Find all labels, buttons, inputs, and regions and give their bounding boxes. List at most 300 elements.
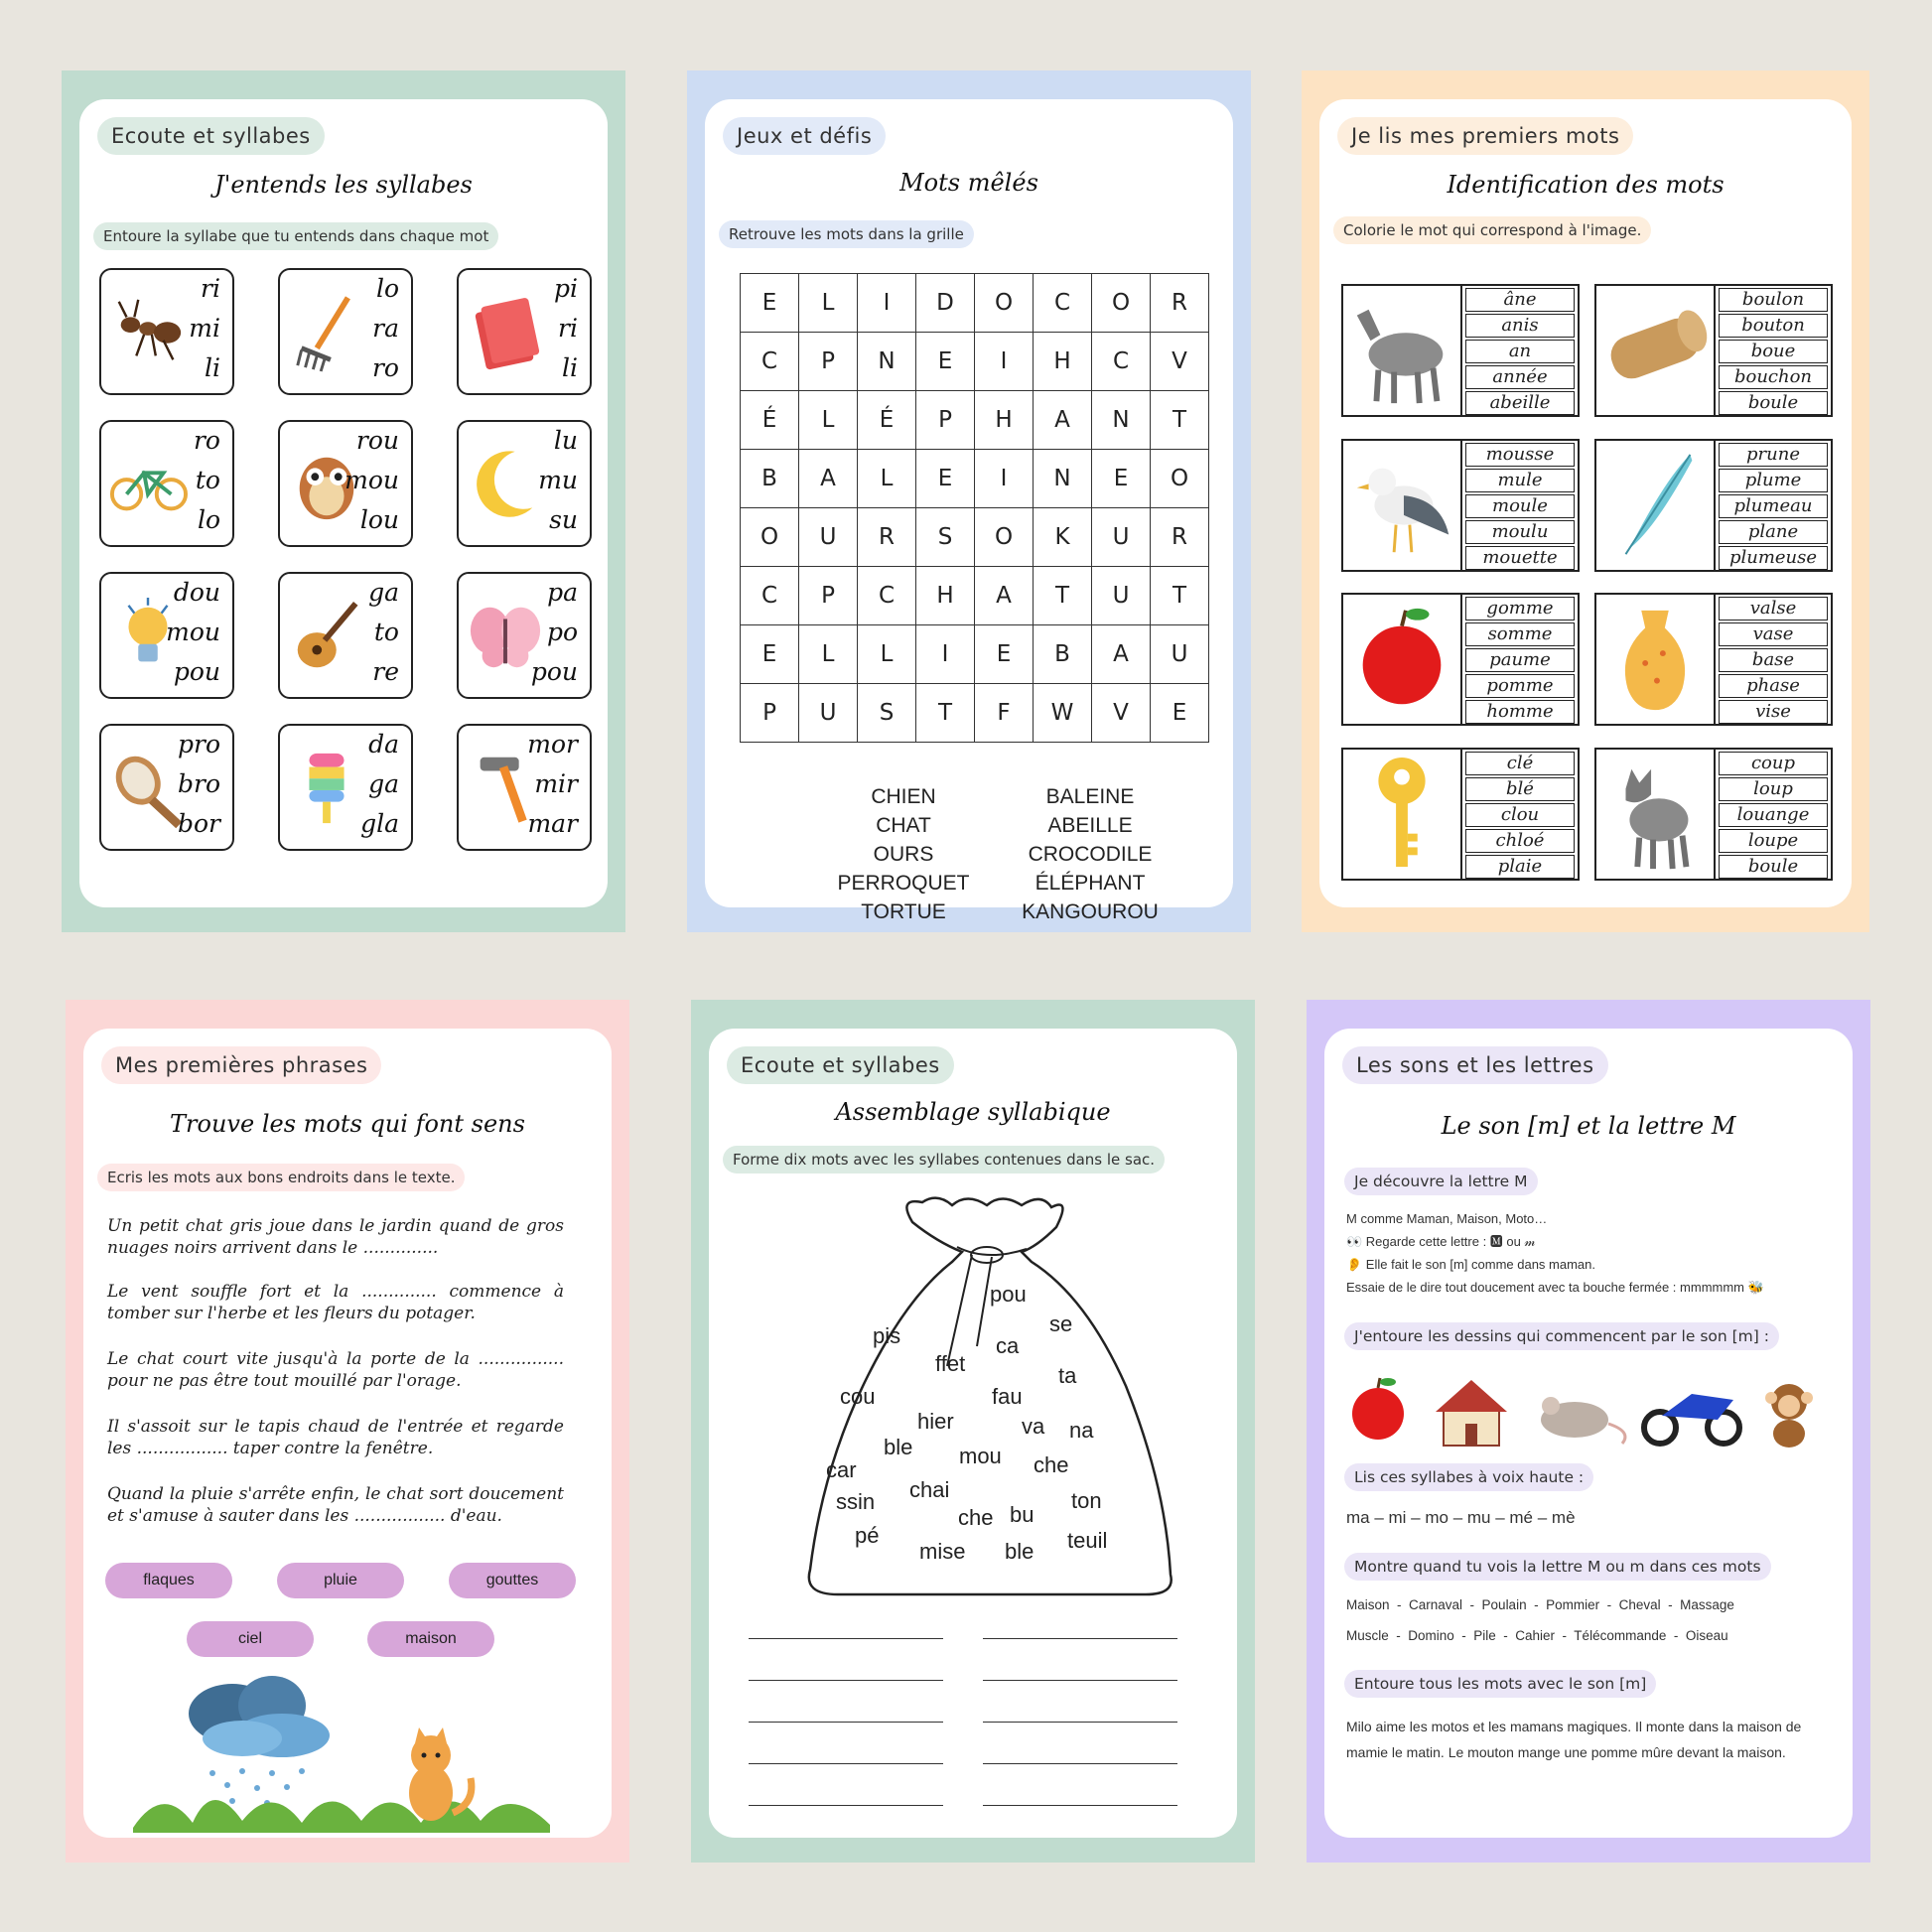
house-icon <box>1436 1380 1507 1446</box>
bag-syllable: mou <box>959 1444 1002 1468</box>
syllable-option[interactable]: rou <box>355 426 399 455</box>
syllable-option[interactable]: ri <box>201 274 220 303</box>
apple-icon <box>1343 595 1460 724</box>
answer-line[interactable] <box>983 1722 1177 1723</box>
card-body <box>1324 1029 1853 1838</box>
syllable-option[interactable]: su <box>549 505 578 534</box>
bag-syllable: bu <box>1010 1502 1035 1527</box>
bag-syllable: pé <box>855 1523 880 1548</box>
syllable-option[interactable]: pro <box>177 730 220 759</box>
syllable-card <box>457 572 592 699</box>
word-options <box>1716 441 1831 570</box>
sentence-3: Le chat court vite jusqu'à la porte de la ................ pour ne pas être tout mouillé par l'orage. <box>107 1349 564 1391</box>
mouse-icon <box>1541 1397 1625 1444</box>
syllable-option[interactable]: li <box>562 353 578 382</box>
word-option[interactable]: boulon <box>1719 288 1828 312</box>
grid-letter[interactable]: O <box>975 508 1034 567</box>
syllable-option[interactable]: mou <box>345 466 399 494</box>
rain-cat-illustration <box>133 1664 550 1833</box>
popsicle-icon <box>288 748 365 829</box>
word-option[interactable]: plumeau <box>1719 494 1828 518</box>
answer-line[interactable] <box>983 1680 1177 1681</box>
word-option[interactable]: pomme <box>1465 674 1575 698</box>
grid-letter[interactable]: H <box>1034 333 1092 391</box>
grid-letter[interactable]: C <box>858 567 916 625</box>
grid-letter[interactable]: E <box>1151 684 1209 743</box>
instruction: Forme dix mots avec les syllabes contenues dans le sac. <box>723 1146 1165 1173</box>
instruction: Colorie le mot qui correspond à l'image. <box>1333 216 1651 244</box>
word-pill-gouttes[interactable]: gouttes <box>449 1563 576 1598</box>
word-option[interactable]: plane <box>1719 520 1828 544</box>
grid-letter[interactable]: F <box>975 684 1034 743</box>
picture-cell <box>1343 286 1462 415</box>
moon-icon <box>467 444 544 525</box>
grid-letter[interactable]: P <box>799 333 858 391</box>
grid-letter[interactable]: T <box>1034 567 1092 625</box>
word-option[interactable]: bouton <box>1719 314 1828 338</box>
grid-letter[interactable]: R <box>1151 274 1209 333</box>
syllable-option[interactable]: pi <box>554 274 578 303</box>
word-option[interactable]: mousse <box>1465 443 1575 467</box>
syllable-card <box>278 268 413 395</box>
word-option[interactable]: plume <box>1719 469 1828 492</box>
grid-letter[interactable]: E <box>916 450 975 508</box>
word-option[interactable]: louange <box>1719 803 1828 827</box>
syllable-card <box>99 420 234 547</box>
syllable-card <box>99 724 234 851</box>
image-word-card <box>1341 748 1580 881</box>
motorbike-icon <box>1644 1394 1739 1444</box>
page-title: Mots mêlés <box>899 169 1038 197</box>
syllable-option[interactable]: ga <box>368 769 399 798</box>
bag-syllable: pou <box>990 1282 1027 1307</box>
syllable-option[interactable]: lou <box>359 505 399 534</box>
syllable-option[interactable]: ro <box>371 353 399 382</box>
bag-syllable: ca <box>996 1333 1020 1358</box>
grid-letter[interactable]: T <box>1151 391 1209 450</box>
syllable-card <box>99 572 234 699</box>
answer-line[interactable] <box>749 1763 943 1764</box>
word-options <box>1462 595 1578 724</box>
word-option[interactable]: coup <box>1719 752 1828 775</box>
bag-syllable: ton <box>1071 1488 1102 1513</box>
word-options <box>1462 750 1578 879</box>
search-word: OURS <box>873 843 934 866</box>
search-word: TORTUE <box>861 900 946 923</box>
category-tag: Jeux et défis <box>723 117 886 155</box>
image-word-card <box>1594 439 1833 572</box>
grid-letter[interactable]: O <box>975 274 1034 333</box>
syllable-card <box>278 420 413 547</box>
grid-letter[interactable]: L <box>799 391 858 450</box>
grid-letter[interactable]: T <box>916 684 975 743</box>
grid-letter[interactable]: U <box>1151 625 1209 684</box>
section-tag-discover: Je découvre la lettre M <box>1344 1168 1538 1195</box>
grid-letter[interactable]: H <box>916 567 975 625</box>
cat-icon <box>409 1727 472 1821</box>
grid-letter[interactable]: L <box>799 625 858 684</box>
bag-syllable: na <box>1069 1418 1094 1443</box>
search-word: CROCODILE <box>1028 843 1153 866</box>
worksheet-letter-m <box>1307 1000 1870 1863</box>
grid-letter[interactable]: U <box>799 684 858 743</box>
grid-letter[interactable]: N <box>1092 391 1151 450</box>
cloud-icon <box>189 1676 330 1757</box>
card-body <box>1319 99 1852 907</box>
cork-icon <box>1596 286 1714 415</box>
syllable-option[interactable]: ri <box>558 314 578 343</box>
word-options <box>1716 286 1831 415</box>
wolf-icon <box>1596 750 1714 879</box>
grid-letter[interactable]: N <box>1034 450 1092 508</box>
grid-letter[interactable]: C <box>741 333 799 391</box>
seagull-icon <box>1343 441 1460 570</box>
answer-line[interactable] <box>749 1805 943 1806</box>
syllable-card <box>278 724 413 851</box>
sentence-4: Il s'assoit sur le tapis chaud de l'entrée et regarde les ................. taper contre la fenêtre. <box>107 1417 564 1458</box>
intro-line-3: 👂 Elle fait le son [m] comme dans maman. <box>1346 1257 1595 1272</box>
bag-syllable: pis <box>873 1323 901 1348</box>
grid-letter[interactable]: N <box>858 333 916 391</box>
word-option[interactable]: loupe <box>1719 829 1828 853</box>
bag-syllable: fau <box>992 1384 1023 1409</box>
syllable-card <box>457 724 592 851</box>
syllable-option[interactable]: to <box>373 618 399 646</box>
word-option[interactable]: mouette <box>1465 546 1575 570</box>
search-word: CHIEN <box>871 785 936 808</box>
picture-cell <box>1343 750 1462 879</box>
word-options <box>1462 441 1578 570</box>
word-list-left <box>794 782 1013 926</box>
grid-letter[interactable]: C <box>1092 333 1151 391</box>
word-option[interactable]: somme <box>1465 622 1575 646</box>
grid-letter[interactable]: A <box>1034 391 1092 450</box>
instruction: Retrouve les mots dans la grille <box>719 220 974 248</box>
syllable-option[interactable]: lo <box>197 505 220 534</box>
word-option[interactable]: phase <box>1719 674 1828 698</box>
syllable-option[interactable]: mi <box>189 314 220 343</box>
grid-letter[interactable]: L <box>858 450 916 508</box>
grid-letter[interactable]: D <box>916 274 975 333</box>
answer-line[interactable] <box>749 1680 943 1681</box>
syllable-option[interactable]: lo <box>375 274 399 303</box>
worksheet-word-identification <box>1302 70 1869 932</box>
search-word: KANGOUROU <box>1022 900 1159 923</box>
donkey-icon <box>1343 286 1460 415</box>
image-word-card <box>1594 593 1833 726</box>
grid-letter[interactable]: S <box>916 508 975 567</box>
grid-letter[interactable]: É <box>858 391 916 450</box>
syllable-option[interactable]: mu <box>538 466 578 494</box>
answer-line[interactable] <box>749 1722 943 1723</box>
category-tag: Ecoute et syllabes <box>97 117 325 155</box>
m-drawings-row <box>1344 1372 1841 1451</box>
syllable-option[interactable]: lu <box>553 426 578 455</box>
word-option[interactable]: vase <box>1719 622 1828 646</box>
search-word: CHAT <box>876 814 931 837</box>
grid-letter[interactable]: I <box>858 274 916 333</box>
reading-text: Milo aime les motos et les mamans magiques. Il monte dans la maison de mamie le matin. Le mouton mange une pomme mûre devant la maison. <box>1346 1719 1802 1760</box>
syllable-option[interactable]: mar <box>527 809 578 838</box>
grid-letter[interactable]: C <box>741 567 799 625</box>
syllable-option[interactable]: re <box>372 657 399 686</box>
bag-syllable: che <box>958 1505 994 1530</box>
grid-letter[interactable]: O <box>1151 450 1209 508</box>
page-title: Assemblage syllabique <box>835 1098 1111 1126</box>
word-option[interactable]: blé <box>1465 777 1575 801</box>
word-option[interactable]: anis <box>1465 314 1575 338</box>
bag-syllable: hier <box>917 1409 954 1434</box>
word-options <box>1462 286 1578 415</box>
grid-letter[interactable]: R <box>1151 508 1209 567</box>
grid-letter[interactable]: B <box>1034 625 1092 684</box>
monkey-icon <box>1765 1384 1813 1448</box>
syllable-option[interactable]: mou <box>166 618 220 646</box>
picture-cell <box>1596 750 1716 879</box>
sentence-5: Quand la pluie s'arrête enfin, le chat sort doucement et s'amuse à sauter dans les ................. d'eau. <box>107 1484 564 1526</box>
intro-line-2: 👀 Regarde cette lettre : 🅼 ou 𝓂 <box>1346 1234 1536 1249</box>
word-option[interactable]: boule <box>1719 391 1828 415</box>
grid-letter[interactable]: E <box>1092 450 1151 508</box>
answer-line[interactable] <box>983 1638 1177 1639</box>
image-word-card <box>1341 439 1580 572</box>
word-option[interactable]: paume <box>1465 648 1575 672</box>
answer-line[interactable] <box>749 1638 943 1639</box>
search-word: ABEILLE <box>1047 814 1133 837</box>
syllable-option[interactable]: dou <box>173 578 220 607</box>
grid-letter[interactable]: U <box>1092 508 1151 567</box>
grid-letter[interactable]: W <box>1034 684 1092 743</box>
syllable-option[interactable]: da <box>368 730 399 759</box>
word-list-right <box>981 782 1199 926</box>
grid-letter[interactable]: V <box>1092 684 1151 743</box>
grid-letter[interactable]: P <box>916 391 975 450</box>
word-option[interactable]: clou <box>1465 803 1575 827</box>
rake-icon <box>288 292 365 373</box>
grid-letter[interactable]: P <box>799 567 858 625</box>
word-option[interactable]: plumeuse <box>1719 546 1828 570</box>
word-option[interactable]: clé <box>1465 752 1575 775</box>
syllable-option[interactable]: pa <box>547 578 578 607</box>
grid-letter[interactable]: R <box>858 508 916 567</box>
syllable-option[interactable]: to <box>195 466 220 494</box>
syllable-option[interactable]: bor <box>177 809 220 838</box>
instruction: Entoure la syllabe que tu entends dans chaque mot <box>93 222 498 250</box>
card-body <box>83 1029 612 1838</box>
picture-cell <box>1596 441 1716 570</box>
grid-letter[interactable]: U <box>1092 567 1151 625</box>
page-title: Identification des mots <box>1447 171 1725 199</box>
grid-letter[interactable]: E <box>741 274 799 333</box>
category-tag: Mes premières phrases <box>101 1046 381 1084</box>
grid-letter[interactable]: V <box>1151 333 1209 391</box>
grid-letter[interactable]: T <box>1151 567 1209 625</box>
word-option[interactable]: valse <box>1719 597 1828 621</box>
word-option[interactable]: abeille <box>1465 391 1575 415</box>
worksheet-syllables <box>62 70 625 932</box>
syllable-option[interactable]: ro <box>193 426 220 455</box>
bag-syllable: mise <box>919 1539 966 1564</box>
word-options <box>1716 750 1831 879</box>
card-body <box>705 99 1233 923</box>
vase-icon <box>1596 595 1714 724</box>
word-option[interactable]: année <box>1465 365 1575 389</box>
worksheet-syllable-bag <box>691 1000 1255 1863</box>
syllable-option[interactable]: bro <box>177 769 220 798</box>
raindrops-icon <box>209 1768 305 1806</box>
grid-letter[interactable]: E <box>916 333 975 391</box>
grid-letter[interactable]: E <box>975 625 1034 684</box>
category-tag: Ecoute et syllabes <box>727 1046 954 1084</box>
syllable-option[interactable]: mor <box>527 730 578 759</box>
sentence-2: Le vent souffle fort et la .............. commence à tomber sur l'herbe et les fleurs du potager. <box>107 1282 564 1323</box>
word-option[interactable]: plaie <box>1465 855 1575 879</box>
word-option[interactable]: an <box>1465 340 1575 363</box>
book-icon <box>467 292 544 373</box>
grid-letter[interactable]: O <box>741 508 799 567</box>
word-pill-ciel[interactable]: ciel <box>187 1621 314 1657</box>
grid-letter[interactable]: S <box>858 684 916 743</box>
image-word-card <box>1341 593 1580 726</box>
grid-letter[interactable]: A <box>975 567 1034 625</box>
word-option[interactable]: vise <box>1719 700 1828 724</box>
word-option[interactable]: mule <box>1465 469 1575 492</box>
bag-syllable: che <box>1034 1452 1069 1477</box>
bag-syllable: ffet <box>935 1351 966 1376</box>
grid-letter[interactable]: I <box>975 450 1034 508</box>
bag-syllable: ssin <box>836 1489 876 1514</box>
bag-syllable: se <box>1049 1311 1073 1336</box>
grid-letter[interactable]: I <box>975 333 1034 391</box>
image-word-card <box>1594 284 1833 417</box>
page-title: J'entends les syllabes <box>214 171 473 199</box>
category-tag: Les sons et les lettres <box>1342 1046 1608 1084</box>
category-tag: Je lis mes premiers mots <box>1337 117 1633 155</box>
word-option[interactable]: moulu <box>1465 520 1575 544</box>
intro-line-4: Essaie de le dire tout doucement avec ta bouche fermée : mmmmmm 🐝 <box>1346 1280 1764 1295</box>
search-word: ÉLÉPHANT <box>1035 872 1146 895</box>
picture-cell <box>1343 441 1462 570</box>
syllable-option[interactable]: ra <box>372 314 399 343</box>
apple-icon <box>1352 1378 1404 1440</box>
word-option[interactable]: chloé <box>1465 829 1575 853</box>
picture-cell <box>1596 286 1716 415</box>
words-line-1: Maison - Carnaval - Poulain - Pommier - Cheval - Massage <box>1346 1597 1734 1612</box>
bicycle-icon <box>109 444 187 525</box>
grid-letter[interactable]: U <box>799 508 858 567</box>
letter-grid <box>740 273 1209 743</box>
word-option[interactable]: moule <box>1465 494 1575 518</box>
image-word-card <box>1341 284 1580 417</box>
syllable-option[interactable]: gla <box>360 809 399 838</box>
grid-letter[interactable]: É <box>741 391 799 450</box>
bag-syllable: va <box>1022 1414 1045 1439</box>
syllable-card <box>99 268 234 395</box>
bag-syllable: teuil <box>1067 1528 1108 1553</box>
card-body <box>79 99 608 907</box>
word-pill-maison[interactable]: maison <box>367 1621 494 1657</box>
grass-icon <box>133 1800 550 1833</box>
page-title: Trouve les mots qui font sens <box>170 1110 525 1138</box>
card-body <box>709 1029 1237 1838</box>
grid-letter[interactable]: O <box>1092 274 1151 333</box>
key-icon <box>1343 750 1460 879</box>
worksheet-word-search <box>687 70 1251 932</box>
grid-letter[interactable]: E <box>741 625 799 684</box>
syllable-option[interactable]: po <box>546 618 578 646</box>
syllable-option[interactable]: li <box>205 353 220 382</box>
grid-letter[interactable]: A <box>799 450 858 508</box>
syllable-card <box>457 268 592 395</box>
search-word: BALEINE <box>1045 785 1135 808</box>
word-option[interactable]: boue <box>1719 340 1828 363</box>
grid-letter[interactable]: K <box>1034 508 1092 567</box>
word-pill-pluie[interactable]: pluie <box>277 1563 404 1598</box>
syllable-card <box>457 420 592 547</box>
syllables-line: ma – mi – mo – mu – mé – mè <box>1346 1508 1576 1527</box>
search-word: PERROQUET <box>837 872 970 895</box>
bag-syllable: car <box>826 1457 857 1482</box>
word-option[interactable]: âne <box>1465 288 1575 312</box>
picture-cell <box>1343 595 1462 724</box>
worksheet-sentences <box>66 1000 629 1863</box>
answer-line[interactable] <box>983 1805 1177 1806</box>
syllable-option[interactable]: pou <box>173 657 220 686</box>
grid-letter[interactable]: H <box>975 391 1034 450</box>
answer-line[interactable] <box>983 1763 1177 1764</box>
grid-letter[interactable]: A <box>1092 625 1151 684</box>
word-option[interactable]: loup <box>1719 777 1828 801</box>
bag-syllable: ta <box>1058 1363 1077 1388</box>
grid-letter[interactable]: C <box>1034 274 1092 333</box>
words-line-2: Muscle - Domino - Pile - Cahier - Télécommande - Oiseau <box>1346 1628 1728 1643</box>
picture-cell <box>1596 595 1716 724</box>
syllable-option[interactable]: pou <box>530 657 578 686</box>
grid-letter[interactable]: L <box>858 625 916 684</box>
page-title: Le son [m] et la lettre M <box>1441 1112 1736 1140</box>
bag-syllable: cou <box>840 1384 876 1409</box>
word-option[interactable]: base <box>1719 648 1828 672</box>
word-option[interactable]: bouchon <box>1719 365 1828 389</box>
feather-icon <box>1596 441 1714 570</box>
syllable-option[interactable]: mir <box>534 769 578 798</box>
word-option[interactable]: prune <box>1719 443 1828 467</box>
bag-syllable: chai <box>909 1477 950 1502</box>
sentence-1: Un petit chat gris joue dans le jardin quand de gros nuages noirs arrivent dans le .............. <box>107 1216 564 1258</box>
syllable-card <box>278 572 413 699</box>
word-pill-flaques[interactable]: flaques <box>105 1563 232 1598</box>
grid-letter[interactable]: P <box>741 684 799 743</box>
instruction: Ecris les mots aux bons endroits dans le texte. <box>97 1164 465 1191</box>
bag-syllable: ble <box>884 1435 913 1459</box>
word-option[interactable]: homme <box>1465 700 1575 724</box>
word-option[interactable]: gomme <box>1465 597 1575 621</box>
grid-letter[interactable]: B <box>741 450 799 508</box>
brush-icon <box>109 748 187 829</box>
image-word-card <box>1594 748 1833 881</box>
ant-icon <box>109 292 187 373</box>
grid-letter[interactable]: L <box>799 274 858 333</box>
section-tag-find-m: Montre quand tu vois la lettre M ou m dans ces mots <box>1344 1553 1771 1581</box>
grid-letter[interactable]: I <box>916 625 975 684</box>
word-options <box>1716 595 1831 724</box>
section-tag-syllables: Lis ces syllabes à voix haute : <box>1344 1463 1593 1491</box>
guitar-icon <box>288 596 365 677</box>
syllable-option[interactable]: ga <box>368 578 399 607</box>
word-option[interactable]: boule <box>1719 855 1828 879</box>
section-tag-circle-drawings: J'entoure les dessins qui commencent par le son [m] : <box>1344 1322 1779 1350</box>
bag-syllable: ble <box>1005 1539 1035 1564</box>
